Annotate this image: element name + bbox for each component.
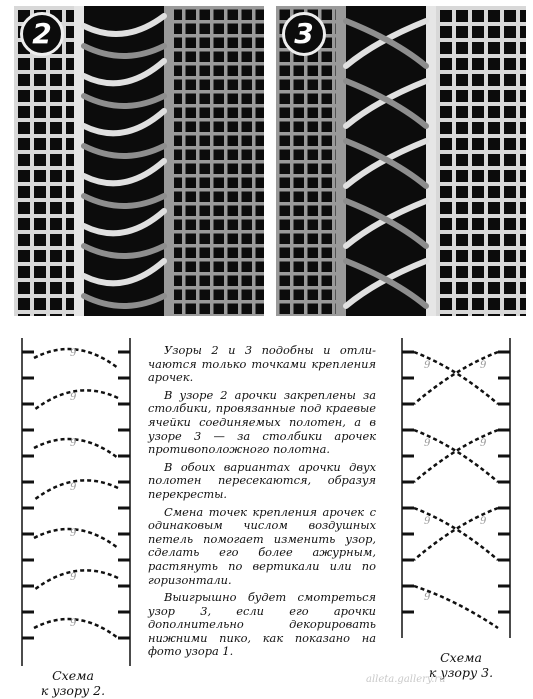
paragraph: В узоре 2 арочки закреплены за столбики, провязанные под краевые ячейки соединяемых полотен, а в узоре 3 — за столбики арочек противоположного полотна.	[148, 387, 376, 457]
caption-line: Схема	[52, 668, 94, 683]
svg-text:9: 9	[70, 348, 77, 359]
pattern-number-badge: 3	[282, 12, 326, 56]
caption-line: Схема	[440, 650, 482, 665]
caption-line: к узору 3.	[428, 665, 494, 680]
svg-text:9: 9	[480, 360, 487, 371]
svg-text:9: 9	[70, 482, 77, 493]
svg-text:9: 9	[70, 392, 77, 403]
photo-pattern-3	[276, 6, 526, 316]
svg-text:9: 9	[70, 572, 77, 583]
pattern-number-badge: 2	[20, 12, 64, 56]
svg-text:9: 9	[70, 438, 77, 449]
svg-text:9: 9	[70, 528, 77, 539]
crochet-chart-pattern-2	[16, 338, 136, 666]
svg-text:9: 9	[424, 438, 431, 449]
svg-text:9: 9	[424, 360, 431, 371]
paragraph: Смена точек крепления арочек с одинаковым числом воздушных петель помогает изменить узор, сделать его более ажурным, растянуть по вертикали или по горизонтали.	[148, 504, 376, 587]
description-text	[148, 344, 376, 663]
caption-line: к узору 2.	[40, 683, 106, 698]
chart-2-graphic	[16, 338, 136, 666]
crochet-chart-pattern-3	[396, 338, 516, 666]
chart-3-graphic	[396, 338, 516, 648]
svg-text:9: 9	[70, 618, 77, 629]
svg-text:9: 9	[480, 438, 487, 449]
photo-pattern-2	[14, 6, 264, 316]
site-watermark: alleta.gallery.ru	[366, 674, 446, 685]
svg-text:9: 9	[480, 516, 487, 527]
svg-text:9: 9	[424, 592, 431, 603]
chart-caption-2	[18, 668, 128, 698]
paragraph: Узоры 2 и 3 подобны и отличаются только точками крепления арочек.	[148, 343, 376, 385]
paragraph: В обоих вариантах арочки двух полотен пересекаются, образуя перекресты.	[148, 459, 376, 501]
svg-text:9: 9	[424, 516, 431, 527]
paragraph: Выигрышно будет смотреться узор 3, если его арочки дополнительно декорировать нижними пико, как показано на фото узора 1.	[148, 590, 376, 659]
